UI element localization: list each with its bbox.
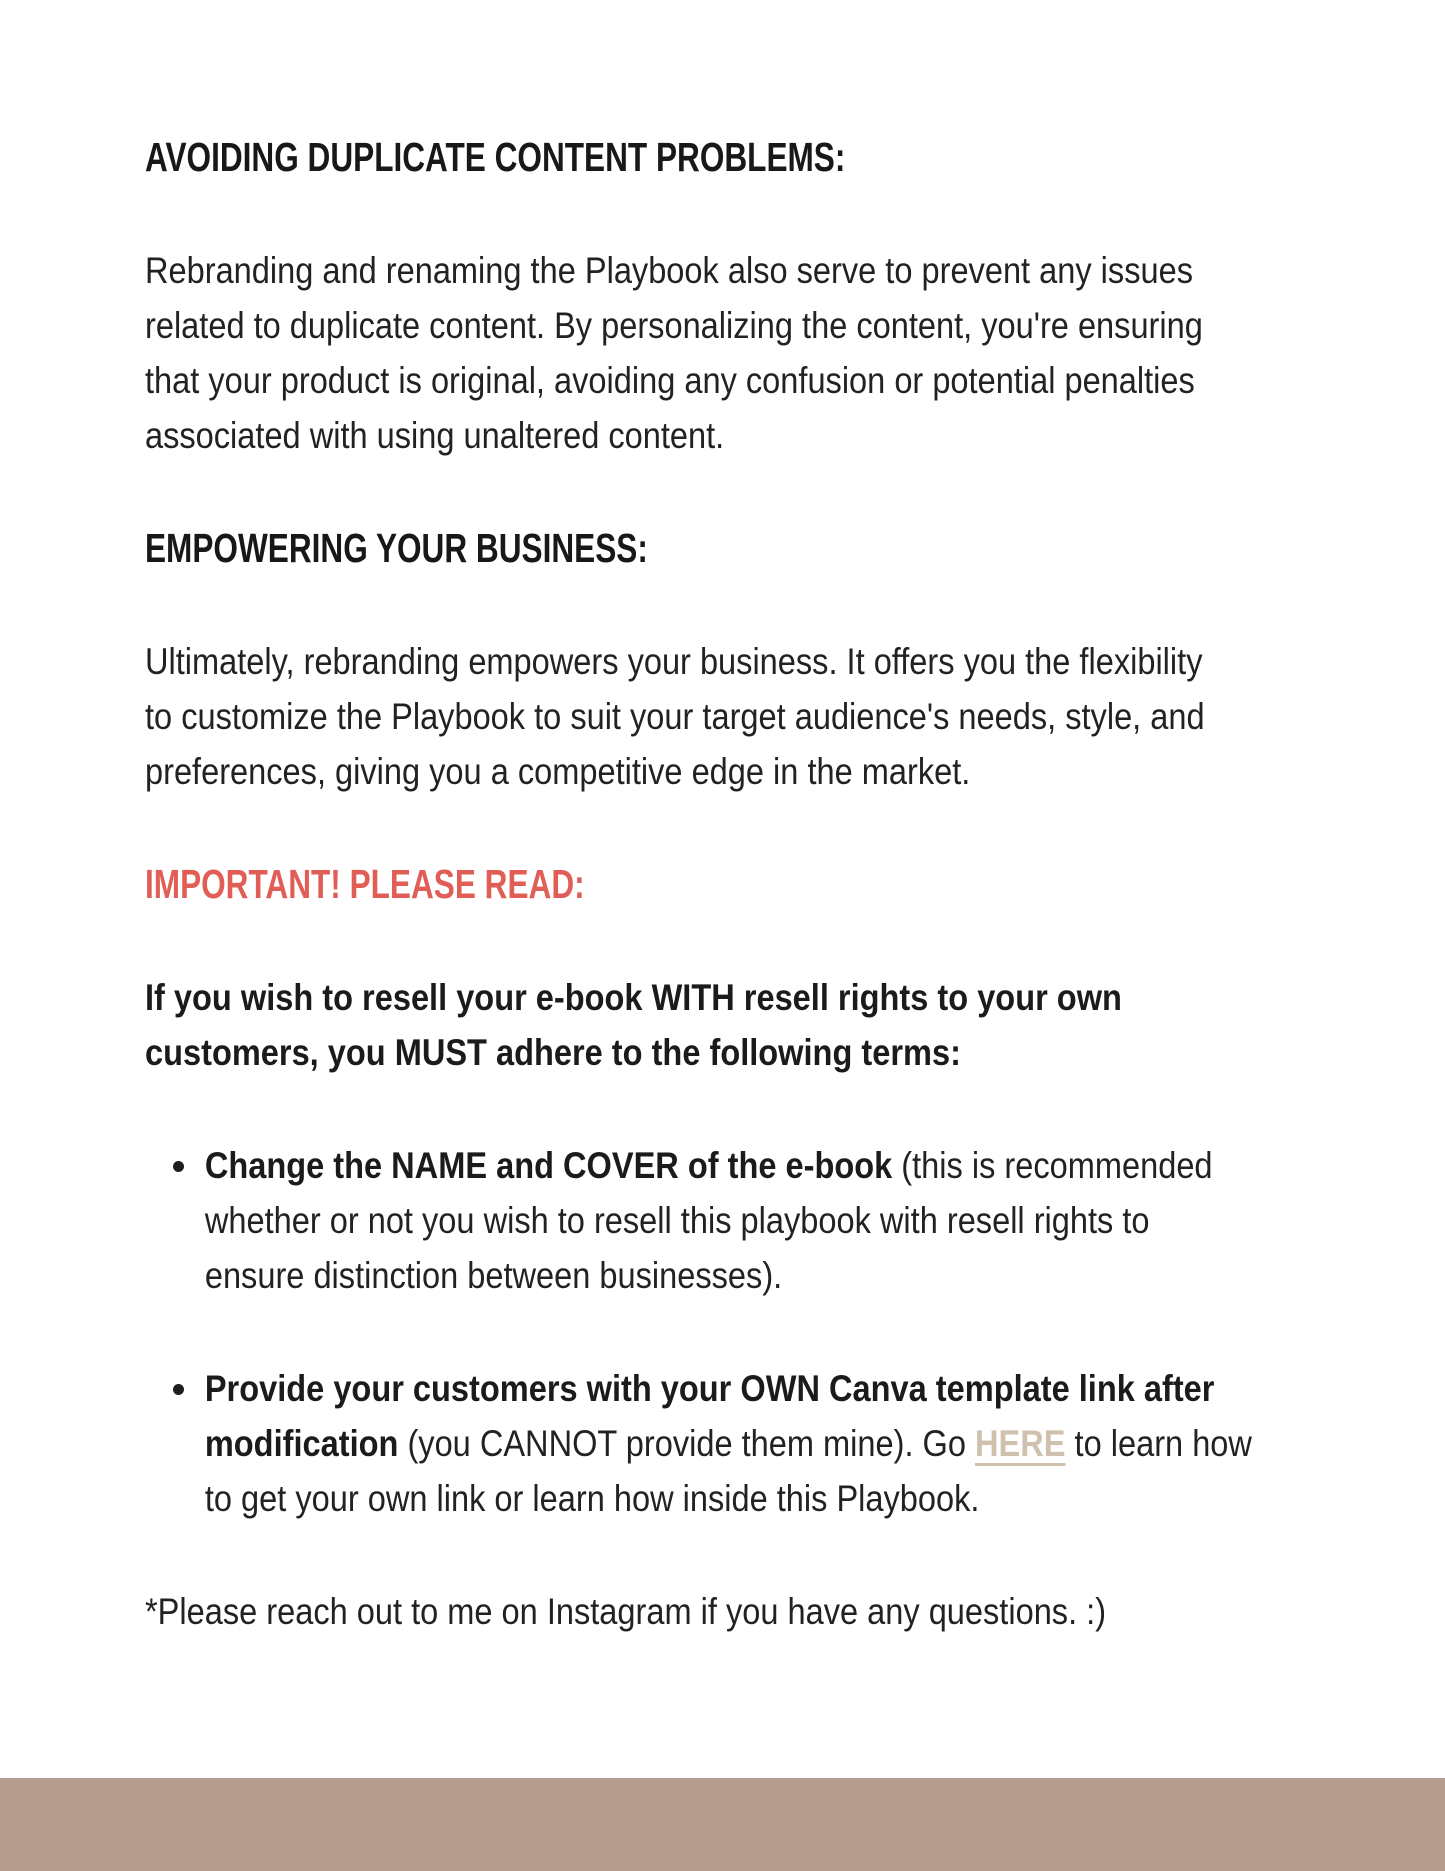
term-bold-text: modification	[204, 1423, 399, 1464]
term-normal-text: (this is recommended	[892, 1145, 1213, 1186]
heading-empowering-your-business: EMPOWERING YOUR BUSINESS:	[145, 525, 648, 571]
term-normal-text: to learn how	[1065, 1423, 1252, 1464]
paragraph-duplicate-content	[145, 243, 1385, 463]
footer-bar	[0, 1778, 1445, 1871]
term-bold-text: Change the NAME and COVER of the e-book	[204, 1145, 893, 1186]
here-link[interactable]: HERE	[975, 1423, 1066, 1464]
text-line: Rebranding and renaming the Playbook also serve to prevent any issues	[145, 250, 1193, 291]
text-line: Provide your customers with your OWN Canva template link after	[204, 1368, 1215, 1409]
text-line: customers, you MUST adhere to the following terms:	[145, 1032, 961, 1073]
terms-list-item-1	[145, 1138, 1385, 1303]
note-instagram: *Please reach out to me on Instagram if you have any questions. :)	[145, 1591, 1107, 1632]
page-content	[145, 130, 1385, 1639]
text-line: that your product is original, avoiding any confusion or potential penalties	[145, 360, 1195, 401]
text-line	[145, 1138, 1236, 1193]
text-line: preferences, giving you a competitive edge in the market.	[145, 751, 971, 792]
text-line: to customize the Playbook to suit your target audience's needs, style, and	[145, 696, 1205, 737]
heading-avoiding-duplicate-content: AVOIDING DUPLICATE CONTENT PROBLEMS:	[145, 134, 846, 180]
text-line: whether or not you wish to resell this playbook with resell rights to	[204, 1200, 1150, 1241]
text-line: Ultimately, rebranding empowers your business. It offers you the flexibility	[145, 641, 1203, 682]
heading-important-please-read: IMPORTANT! PLEASE READ:	[145, 861, 585, 907]
text-line: ensure distinction between businesses).	[204, 1255, 783, 1296]
paragraph-empowering-business	[145, 634, 1385, 799]
terms-list-item-2	[145, 1361, 1385, 1526]
text-line: If you wish to resell your e-book WITH resell rights to your own	[145, 977, 1122, 1018]
text-line: to get your own link or learn how inside this Playbook.	[204, 1478, 980, 1519]
term-normal-text: (you CANNOT provide them mine). Go	[398, 1423, 976, 1464]
text-line: related to duplicate content. By personalizing the content, you're ensuring	[145, 305, 1203, 346]
text-line	[145, 1416, 1252, 1471]
text-line: associated with using unaltered content.	[145, 415, 725, 456]
paragraph-resell-terms-intro	[145, 970, 1385, 1080]
